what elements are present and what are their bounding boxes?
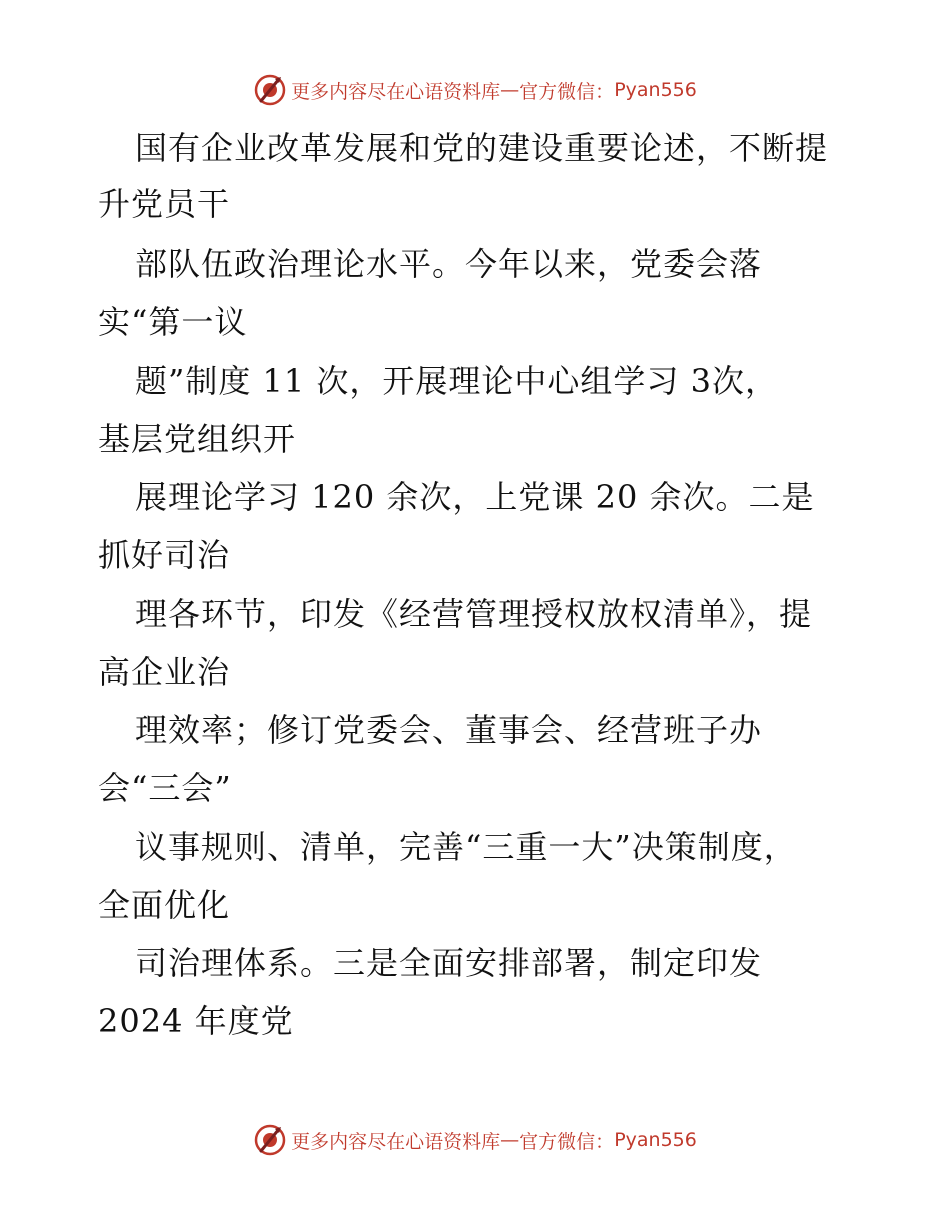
- footer-watermark: [0, 1120, 950, 1160]
- body-line: 高企业治: [98, 653, 231, 691]
- watermark-account: Pyan556: [614, 79, 697, 101]
- body-line: 议事规则、清单，完善“三重一大”决策制度，: [135, 828, 797, 866]
- body-line: 部队伍政治理论水平。今年以来，党委会落: [135, 245, 763, 283]
- body-line: 司治理体系。三是全面安排部署，制定印发: [135, 944, 763, 982]
- watermark-brand: 更多内容尽在心语资料库: [291, 1130, 501, 1153]
- watermark-dash: —: [500, 1129, 520, 1151]
- body-line: 展理论学习 120 余次，上党课 20 余次。二是: [135, 478, 815, 516]
- watermark-brand: 更多内容尽在心语资料库: [291, 80, 501, 103]
- body-line: 题”制度 11 次，开展理论中心组学习 3次，: [135, 362, 778, 400]
- body-line: 理各环节，印发《经营管理授权放权清单》，提: [135, 595, 813, 633]
- watermark-logo-icon: [253, 73, 287, 107]
- body-line: 全面优化: [98, 886, 231, 924]
- body-line: 理效率；修订党委会、董事会、经营班子办: [135, 711, 763, 749]
- body-line: 实“第一议: [98, 303, 248, 341]
- watermark-logo-icon: [253, 1123, 287, 1157]
- body-line: 抓好司治: [98, 536, 231, 574]
- watermark-official: 官方微信：: [519, 80, 615, 103]
- header-watermark: [0, 70, 950, 110]
- body-line: 基层党组织开: [98, 420, 297, 458]
- watermark-account: Pyan556: [614, 1129, 697, 1151]
- watermark-official: 官方微信：: [519, 1130, 615, 1153]
- body-line: 升党员干: [98, 185, 231, 223]
- body-line: 国有企业改革发展和党的建设重要论述，不断提: [135, 129, 829, 167]
- watermark-dash: —: [500, 79, 520, 101]
- body-line: 2024 年度党: [98, 1002, 294, 1040]
- body-line: 会“三会”: [98, 769, 232, 807]
